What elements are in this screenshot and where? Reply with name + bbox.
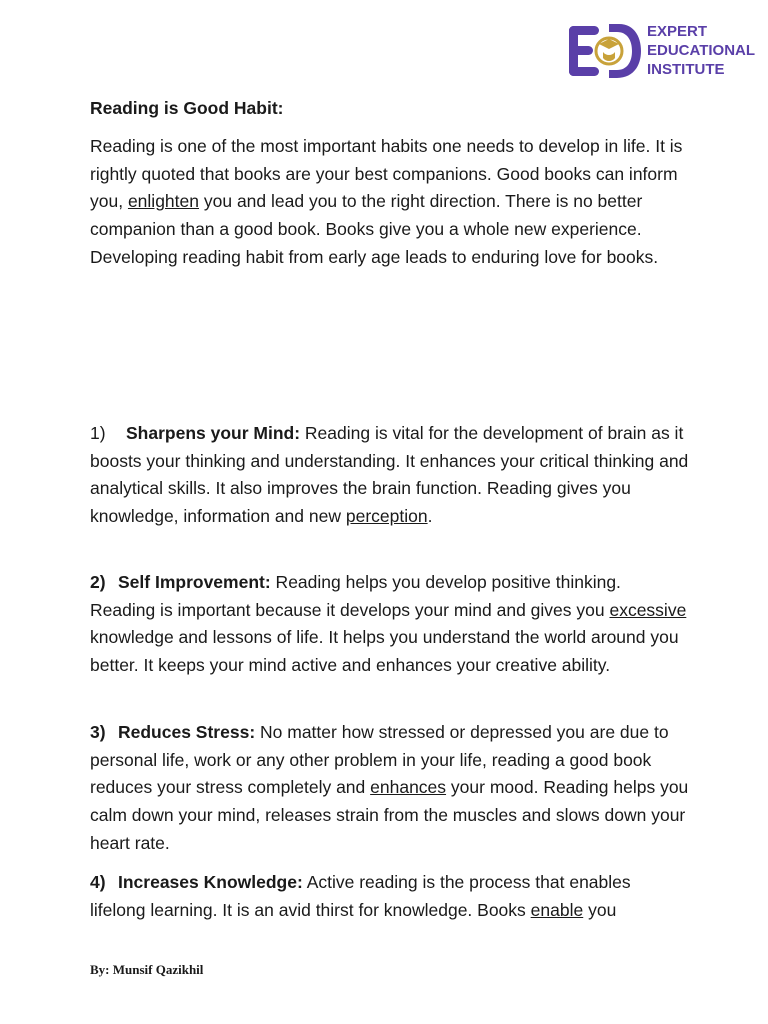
logo-text xyxy=(647,22,755,79)
logo-emblem-icon xyxy=(569,22,643,80)
logo-line-educational: EDUCATIONAL xyxy=(647,42,756,59)
point-4-number: 4) xyxy=(90,872,106,892)
intro-underlined-word: enlighten xyxy=(127,191,199,212)
point-4-title: Increases Knowledge: xyxy=(118,872,303,892)
point-1-paragraph xyxy=(90,420,690,531)
point-1-number: 1) xyxy=(90,423,106,443)
intro-text-before: Reading is one of the most important habits one needs to develop in life. It is rightly quoted that books are your best companions. Good books can inform you, xyxy=(90,136,683,212)
point-4-underlined-word: enable xyxy=(530,899,584,920)
point-3-text-after: your mood. Reading helps you calm down your mind, releases strain from the muscles and slows down your heart rate. xyxy=(90,777,689,853)
point-2-text-after: knowledge and lessons of life. It helps you understand the world around you better. It keeps your mind active and enhances your creative ability. xyxy=(90,627,679,676)
point-1-text-after: . xyxy=(427,506,433,527)
institute-logo xyxy=(569,20,759,82)
intro-paragraph xyxy=(90,133,690,272)
author-footer: By: Munsif Qazikhil xyxy=(90,962,204,977)
point-3-text-before: No matter how stressed or depressed you are due to personal life, work or any other problem in your life, reading a good book reduces your stress completely and xyxy=(90,722,669,798)
point-3-underlined-word: enhances xyxy=(370,777,447,798)
logo-line-expert: EXPERT xyxy=(647,23,708,40)
point-4-text-before: Active reading is the process that enables lifelong learning. It is an avid thirst for knowledge. Books xyxy=(90,872,631,920)
point-1-title: Sharpens your Mind: xyxy=(126,423,301,443)
point-1-underlined-word: perception xyxy=(345,506,428,527)
point-2-number: 2) xyxy=(90,572,106,592)
point-1-text-before: Reading is vital for the development of brain as it boosts your thinking and understanding. It enhances your critical thinking and analytical skills. It also improves the brain function. Reading gives you knowledge, information and new xyxy=(90,423,689,527)
point-4-paragraph xyxy=(90,869,690,924)
logo-line-institute: INSTITUTE xyxy=(647,61,725,78)
intro-text-after: you and lead you to the right direction. There is no better companion than a good book. Books give you a whole new experience. Developing reading habit from early age leads to enduring love for books. xyxy=(90,191,659,267)
point-2-paragraph xyxy=(90,569,690,680)
point-2-text-before: Reading helps you develop positive thinking. Reading is important because it develops your mind and gives you xyxy=(90,572,621,620)
point-3-number: 3) xyxy=(90,722,106,742)
point-3-paragraph xyxy=(90,719,690,858)
point-3-title: Reduces Stress: xyxy=(118,722,256,742)
point-2-title: Self Improvement: xyxy=(118,572,271,592)
page-heading: Reading is Good Habit: xyxy=(90,98,284,118)
point-2-underlined-word: excessive xyxy=(609,599,687,620)
point-4-text-after: you xyxy=(583,899,617,920)
